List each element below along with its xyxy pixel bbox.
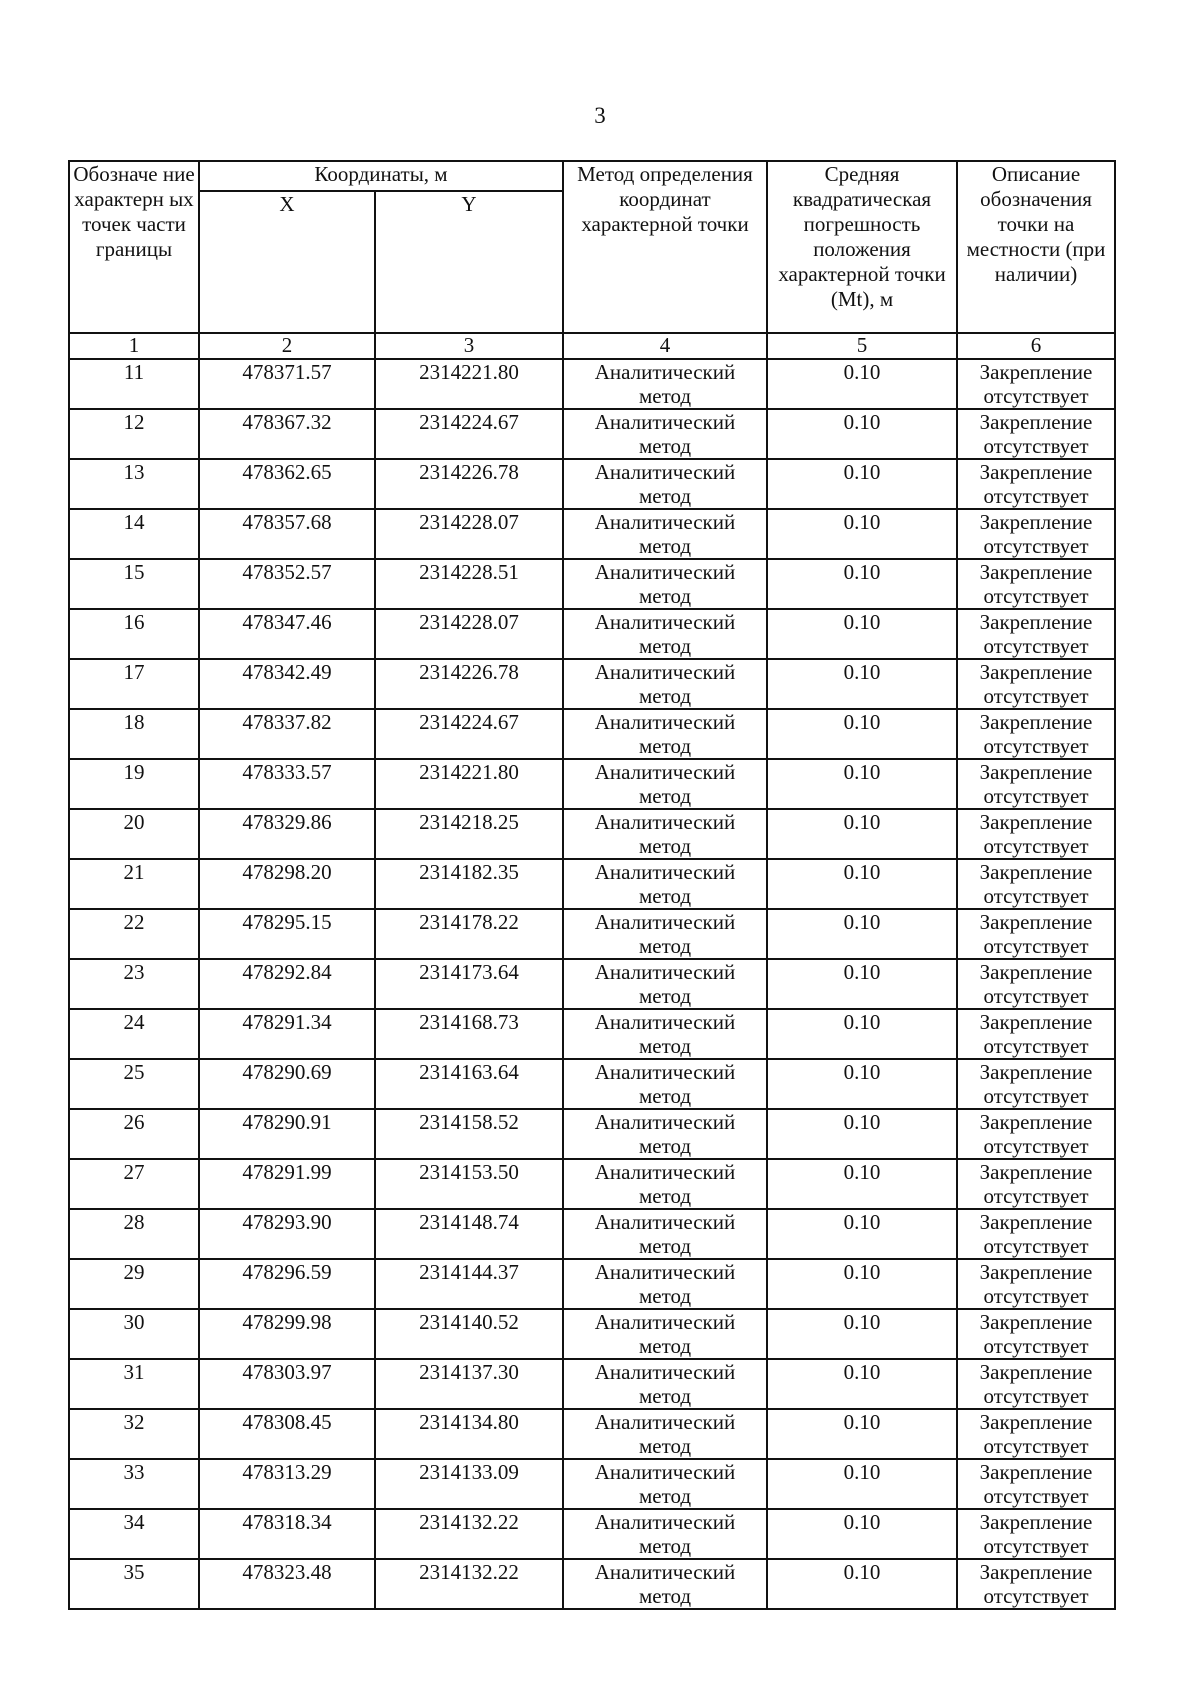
x-coordinate-cell: 478362.65	[199, 459, 375, 509]
y-coordinate-cell: 2314228.07	[375, 609, 563, 659]
table-header	[69, 161, 1115, 359]
method-cell-line: метод	[638, 684, 692, 708]
method-cell	[563, 1059, 767, 1109]
method-cell-line: метод	[638, 1584, 692, 1608]
description-cell-line: Закрепление	[979, 1060, 1093, 1084]
method-cell	[563, 359, 767, 409]
description-cell-line: отсутствует	[983, 884, 1089, 908]
error-cell: 0.10	[767, 759, 957, 809]
method-cell-line: Аналитический	[594, 1310, 736, 1334]
description-cell-line: отсутствует	[983, 684, 1089, 708]
x-coordinate-cell: 478313.29	[199, 1459, 375, 1509]
method-cell	[563, 909, 767, 959]
description-cell	[957, 1309, 1115, 1359]
method-cell-line: Аналитический	[594, 1210, 736, 1234]
header-error: Средняя квадратическая погрешность положения характерной точки (Mt), м	[767, 161, 957, 333]
description-cell-line: Закрепление	[979, 1310, 1093, 1334]
y-coordinate-cell: 2314218.25	[375, 809, 563, 859]
description-cell-line: Закрепление	[979, 510, 1093, 534]
header-coordinates: Координаты, м	[199, 161, 563, 191]
point-number-cell: 22	[69, 909, 199, 959]
description-cell-line: Закрепление	[979, 610, 1093, 634]
error-cell: 0.10	[767, 459, 957, 509]
error-cell: 0.10	[767, 409, 957, 459]
error-cell: 0.10	[767, 1409, 957, 1459]
x-coordinate-cell: 478291.99	[199, 1159, 375, 1209]
description-cell-line: Закрепление	[979, 1110, 1093, 1134]
table-row	[69, 609, 1115, 659]
point-number-cell: 19	[69, 759, 199, 809]
method-cell-line: метод	[638, 634, 692, 658]
method-cell-line: метод	[638, 534, 692, 558]
error-cell: 0.10	[767, 1559, 957, 1609]
method-cell-line: Аналитический	[594, 960, 736, 984]
table-row	[69, 1559, 1115, 1609]
method-cell-line: Аналитический	[594, 910, 736, 934]
point-number-cell: 13	[69, 459, 199, 509]
method-cell-line: метод	[638, 1184, 692, 1208]
error-cell: 0.10	[767, 1309, 957, 1359]
description-cell-line: Закрепление	[979, 1210, 1093, 1234]
description-cell	[957, 459, 1115, 509]
point-number-cell: 24	[69, 1009, 199, 1059]
description-cell-line: Закрепление	[979, 1410, 1093, 1434]
header-description: Описание обозначения точки на местности (при наличии)	[957, 161, 1115, 333]
description-cell	[957, 1409, 1115, 1459]
description-cell-line: Закрепление	[979, 1460, 1093, 1484]
point-number-cell: 35	[69, 1559, 199, 1609]
error-cell: 0.10	[767, 1359, 957, 1409]
y-coordinate-cell: 2314178.22	[375, 909, 563, 959]
x-coordinate-cell: 478298.20	[199, 859, 375, 909]
table-row	[69, 1209, 1115, 1259]
y-coordinate-cell: 2314173.64	[375, 959, 563, 1009]
description-cell	[957, 1059, 1115, 1109]
header-y: Y	[375, 191, 563, 333]
method-cell-line: метод	[638, 384, 692, 408]
description-cell-line: отсутствует	[983, 1434, 1089, 1458]
description-cell-line: отсутствует	[983, 384, 1089, 408]
y-coordinate-cell: 2314228.51	[375, 559, 563, 609]
y-coordinate-cell: 2314158.52	[375, 1109, 563, 1159]
y-coordinate-cell: 2314133.09	[375, 1459, 563, 1509]
method-cell-line: Аналитический	[594, 1060, 736, 1084]
table-body	[69, 359, 1115, 1609]
description-cell	[957, 1509, 1115, 1559]
method-cell-line: Аналитический	[594, 460, 736, 484]
method-cell-line: Аналитический	[594, 1010, 736, 1034]
y-coordinate-cell: 2314140.52	[375, 1309, 563, 1359]
description-cell-line: отсутствует	[983, 1534, 1089, 1558]
description-cell-line: отсутствует	[983, 1034, 1089, 1058]
x-coordinate-cell: 478293.90	[199, 1209, 375, 1259]
method-cell-line: Аналитический	[594, 1260, 736, 1284]
error-cell: 0.10	[767, 1009, 957, 1059]
description-cell-line: отсутствует	[983, 1234, 1089, 1258]
method-cell	[563, 709, 767, 759]
point-number-cell: 26	[69, 1109, 199, 1159]
table-row	[69, 959, 1115, 1009]
description-cell-line: Закрепление	[979, 360, 1093, 384]
description-cell-line: Закрепление	[979, 1010, 1093, 1034]
method-cell-line: метод	[638, 734, 692, 758]
point-number-cell: 23	[69, 959, 199, 1009]
description-cell-line: отсутствует	[983, 1584, 1089, 1608]
table-row	[69, 509, 1115, 559]
method-cell-line: метод	[638, 1084, 692, 1108]
point-number-cell: 12	[69, 409, 199, 459]
description-cell-line: Закрепление	[979, 410, 1093, 434]
y-coordinate-cell: 2314148.74	[375, 1209, 563, 1259]
y-coordinate-cell: 2314226.78	[375, 459, 563, 509]
error-cell: 0.10	[767, 1259, 957, 1309]
description-cell-line: Закрепление	[979, 960, 1093, 984]
description-cell-line: Закрепление	[979, 1260, 1093, 1284]
y-coordinate-cell: 2314228.07	[375, 509, 563, 559]
description-cell-line: отсутствует	[983, 734, 1089, 758]
column-number: 1	[69, 333, 199, 359]
description-cell	[957, 709, 1115, 759]
x-coordinate-cell: 478299.98	[199, 1309, 375, 1359]
table-row	[69, 359, 1115, 409]
description-cell	[957, 659, 1115, 709]
point-number-cell: 31	[69, 1359, 199, 1409]
description-cell-line: Закрепление	[979, 1560, 1093, 1584]
method-cell-line: метод	[638, 1534, 692, 1558]
column-number: 3	[375, 333, 563, 359]
y-coordinate-cell: 2314224.67	[375, 409, 563, 459]
table-row	[69, 709, 1115, 759]
method-cell	[563, 609, 767, 659]
method-cell-line: Аналитический	[594, 410, 736, 434]
description-cell	[957, 1209, 1115, 1259]
description-cell-line: Закрепление	[979, 560, 1093, 584]
column-number-row	[69, 333, 1115, 359]
table-row	[69, 809, 1115, 859]
description-cell-line: Закрепление	[979, 460, 1093, 484]
x-coordinate-cell: 478303.97	[199, 1359, 375, 1409]
error-cell: 0.10	[767, 1509, 957, 1559]
method-cell	[563, 409, 767, 459]
x-coordinate-cell: 478333.57	[199, 759, 375, 809]
y-coordinate-cell: 2314132.22	[375, 1509, 563, 1559]
description-cell-line: отсутствует	[983, 634, 1089, 658]
table-row	[69, 659, 1115, 709]
description-cell	[957, 1259, 1115, 1309]
error-cell: 0.10	[767, 1059, 957, 1109]
table-row	[69, 1059, 1115, 1109]
error-cell: 0.10	[767, 959, 957, 1009]
error-cell: 0.10	[767, 1159, 957, 1209]
description-cell	[957, 1109, 1115, 1159]
table-row	[69, 1359, 1115, 1409]
error-cell: 0.10	[767, 509, 957, 559]
description-cell	[957, 759, 1115, 809]
description-cell-line: отсутствует	[983, 984, 1089, 1008]
error-cell: 0.10	[767, 659, 957, 709]
x-coordinate-cell: 478323.48	[199, 1559, 375, 1609]
description-cell-line: отсутствует	[983, 1484, 1089, 1508]
description-cell-line: отсутствует	[983, 1384, 1089, 1408]
table-row	[69, 1459, 1115, 1509]
method-cell	[563, 859, 767, 909]
description-cell-line: Закрепление	[979, 1160, 1093, 1184]
method-cell-line: метод	[638, 1134, 692, 1158]
x-coordinate-cell: 478318.34	[199, 1509, 375, 1559]
point-number-cell: 33	[69, 1459, 199, 1509]
method-cell-line: Аналитический	[594, 710, 736, 734]
method-cell	[563, 1559, 767, 1609]
method-cell	[563, 1259, 767, 1309]
y-coordinate-cell: 2314163.64	[375, 1059, 563, 1109]
point-number-cell: 27	[69, 1159, 199, 1209]
y-coordinate-cell: 2314132.22	[375, 1559, 563, 1609]
header-designation: Обозначе ние характерн ых точек части границы	[69, 161, 199, 333]
table-row	[69, 559, 1115, 609]
point-number-cell: 21	[69, 859, 199, 909]
description-cell-line: отсутствует	[983, 1134, 1089, 1158]
coordinates-table	[68, 160, 1116, 1610]
table-row	[69, 1509, 1115, 1559]
description-cell-line: Закрепление	[979, 710, 1093, 734]
header-x: X	[199, 191, 375, 333]
point-number-cell: 32	[69, 1409, 199, 1459]
method-cell	[563, 1209, 767, 1259]
y-coordinate-cell: 2314137.30	[375, 1359, 563, 1409]
method-cell-line: Аналитический	[594, 760, 736, 784]
y-coordinate-cell: 2314221.80	[375, 359, 563, 409]
table-row	[69, 459, 1115, 509]
method-cell-line: метод	[638, 1484, 692, 1508]
point-number-cell: 30	[69, 1309, 199, 1359]
x-coordinate-cell: 478367.32	[199, 409, 375, 459]
method-cell-line: Аналитический	[594, 1410, 736, 1434]
table-row	[69, 909, 1115, 959]
description-cell-line: отсутствует	[983, 434, 1089, 458]
method-cell	[563, 1409, 767, 1459]
description-cell-line: отсутствует	[983, 1334, 1089, 1358]
description-cell	[957, 1159, 1115, 1209]
method-cell-line: Аналитический	[594, 1160, 736, 1184]
method-cell	[563, 1309, 767, 1359]
method-cell-line: метод	[638, 984, 692, 1008]
method-cell-line: метод	[638, 1434, 692, 1458]
method-cell	[563, 1109, 767, 1159]
description-cell-line: Закрепление	[979, 1510, 1093, 1534]
description-cell-line: Закрепление	[979, 1360, 1093, 1384]
description-cell-line: отсутствует	[983, 484, 1089, 508]
error-cell: 0.10	[767, 859, 957, 909]
method-cell-line: Аналитический	[594, 360, 736, 384]
point-number-cell: 15	[69, 559, 199, 609]
method-cell-line: метод	[638, 1284, 692, 1308]
method-cell	[563, 559, 767, 609]
error-cell: 0.10	[767, 559, 957, 609]
method-cell	[563, 509, 767, 559]
x-coordinate-cell: 478357.68	[199, 509, 375, 559]
column-number: 4	[563, 333, 767, 359]
description-cell-line: Закрепление	[979, 860, 1093, 884]
description-cell-line: Закрепление	[979, 910, 1093, 934]
x-coordinate-cell: 478347.46	[199, 609, 375, 659]
y-coordinate-cell: 2314168.73	[375, 1009, 563, 1059]
description-cell-line: отсутствует	[983, 784, 1089, 808]
method-cell	[563, 1009, 767, 1059]
error-cell: 0.10	[767, 809, 957, 859]
table-row	[69, 759, 1115, 809]
table-row	[69, 1409, 1115, 1459]
column-number: 6	[957, 333, 1115, 359]
method-cell-line: Аналитический	[594, 1510, 736, 1534]
x-coordinate-cell: 478352.57	[199, 559, 375, 609]
method-cell	[563, 1459, 767, 1509]
description-cell-line: Закрепление	[979, 760, 1093, 784]
description-cell-line: отсутствует	[983, 534, 1089, 558]
x-coordinate-cell: 478329.86	[199, 809, 375, 859]
method-cell-line: Аналитический	[594, 1560, 736, 1584]
method-cell	[563, 1159, 767, 1209]
point-number-cell: 20	[69, 809, 199, 859]
description-cell	[957, 609, 1115, 659]
table-row	[69, 409, 1115, 459]
method-cell	[563, 809, 767, 859]
description-cell	[957, 1459, 1115, 1509]
error-cell: 0.10	[767, 1109, 957, 1159]
x-coordinate-cell: 478290.91	[199, 1109, 375, 1159]
table-row	[69, 1309, 1115, 1359]
method-cell	[563, 1509, 767, 1559]
table-row	[69, 859, 1115, 909]
method-cell	[563, 959, 767, 1009]
description-cell	[957, 1359, 1115, 1409]
method-cell-line: Аналитический	[594, 860, 736, 884]
description-cell-line: отсутствует	[983, 1284, 1089, 1308]
method-cell-line: Аналитический	[594, 560, 736, 584]
method-cell-line: метод	[638, 784, 692, 808]
method-cell-line: Аналитический	[594, 510, 736, 534]
error-cell: 0.10	[767, 709, 957, 759]
method-cell	[563, 1359, 767, 1409]
x-coordinate-cell: 478295.15	[199, 909, 375, 959]
method-cell-line: метод	[638, 884, 692, 908]
point-number-cell: 18	[69, 709, 199, 759]
page-number: 3	[594, 103, 606, 128]
point-number-cell: 29	[69, 1259, 199, 1309]
x-coordinate-cell: 478337.82	[199, 709, 375, 759]
y-coordinate-cell: 2314134.80	[375, 1409, 563, 1459]
method-cell-line: метод	[638, 1334, 692, 1358]
method-cell	[563, 459, 767, 509]
point-number-cell: 17	[69, 659, 199, 709]
description-cell-line: отсутствует	[983, 834, 1089, 858]
y-coordinate-cell: 2314182.35	[375, 859, 563, 909]
point-number-cell: 11	[69, 359, 199, 409]
description-cell	[957, 909, 1115, 959]
method-cell-line: Аналитический	[594, 660, 736, 684]
x-coordinate-cell: 478371.57	[199, 359, 375, 409]
x-coordinate-cell: 478291.34	[199, 1009, 375, 1059]
description-cell	[957, 959, 1115, 1009]
point-number-cell: 28	[69, 1209, 199, 1259]
description-cell-line: Закрепление	[979, 660, 1093, 684]
description-cell-line: отсутствует	[983, 584, 1089, 608]
method-cell-line: Аналитический	[594, 1110, 736, 1134]
table-row	[69, 1009, 1115, 1059]
description-cell-line: отсутствует	[983, 1184, 1089, 1208]
description-cell	[957, 1009, 1115, 1059]
table-row	[69, 1259, 1115, 1309]
error-cell: 0.10	[767, 359, 957, 409]
description-cell	[957, 859, 1115, 909]
column-number: 5	[767, 333, 957, 359]
method-cell-line: Аналитический	[594, 1460, 736, 1484]
error-cell: 0.10	[767, 1209, 957, 1259]
y-coordinate-cell: 2314153.50	[375, 1159, 563, 1209]
method-cell-line: метод	[638, 1234, 692, 1258]
description-cell	[957, 809, 1115, 859]
description-cell	[957, 359, 1115, 409]
method-cell	[563, 759, 767, 809]
column-number: 2	[199, 333, 375, 359]
method-cell-line: метод	[638, 484, 692, 508]
error-cell: 0.10	[767, 909, 957, 959]
x-coordinate-cell: 478342.49	[199, 659, 375, 709]
point-number-cell: 34	[69, 1509, 199, 1559]
method-cell-line: метод	[638, 584, 692, 608]
point-number-cell: 25	[69, 1059, 199, 1109]
method-cell-line: метод	[638, 934, 692, 958]
error-cell: 0.10	[767, 609, 957, 659]
x-coordinate-cell: 478308.45	[199, 1409, 375, 1459]
description-cell	[957, 1559, 1115, 1609]
method-cell-line: Аналитический	[594, 1360, 736, 1384]
point-number-cell: 14	[69, 509, 199, 559]
x-coordinate-cell: 478296.59	[199, 1259, 375, 1309]
description-cell-line: отсутствует	[983, 934, 1089, 958]
description-cell	[957, 409, 1115, 459]
y-coordinate-cell: 2314221.80	[375, 759, 563, 809]
method-cell-line: метод	[638, 434, 692, 458]
header-method: Метод определения координат характерной точки	[563, 161, 767, 333]
method-cell	[563, 659, 767, 709]
description-cell-line: Закрепление	[979, 810, 1093, 834]
description-cell	[957, 509, 1115, 559]
description-cell	[957, 559, 1115, 609]
description-cell-line: отсутствует	[983, 1084, 1089, 1108]
method-cell-line: метод	[638, 1384, 692, 1408]
method-cell-line: Аналитический	[594, 610, 736, 634]
y-coordinate-cell: 2314224.67	[375, 709, 563, 759]
x-coordinate-cell: 478292.84	[199, 959, 375, 1009]
table-row	[69, 1159, 1115, 1209]
error-cell: 0.10	[767, 1459, 957, 1509]
point-number-cell: 16	[69, 609, 199, 659]
y-coordinate-cell: 2314226.78	[375, 659, 563, 709]
method-cell-line: метод	[638, 834, 692, 858]
method-cell-line: метод	[638, 1034, 692, 1058]
x-coordinate-cell: 478290.69	[199, 1059, 375, 1109]
method-cell-line: Аналитический	[594, 810, 736, 834]
table-row	[69, 1109, 1115, 1159]
y-coordinate-cell: 2314144.37	[375, 1259, 563, 1309]
